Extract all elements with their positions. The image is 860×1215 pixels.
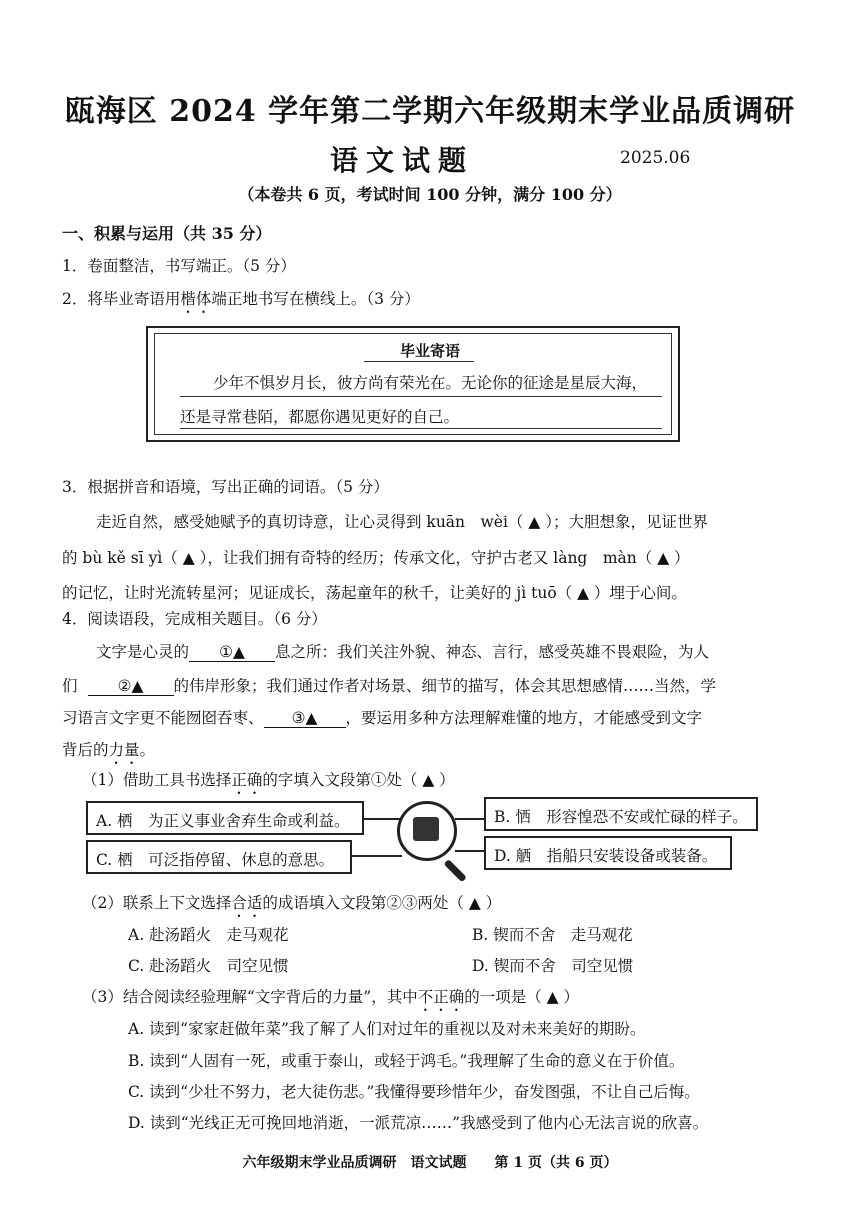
connector-a [364,818,400,820]
question-2-pre: 2．将毕业寄语用 [62,290,181,308]
option-1-b[interactable]: B. 恓 形容惶恐不安或忙碌的样子。 [484,797,758,831]
sub-question-2 [82,891,501,921]
passage-emphasis: 力量 [108,741,140,759]
question-2 [62,287,420,317]
sub-question-emphasis: 合适 [231,894,263,912]
sub-question-text: 的字填入文段第①处（ ▲ ） [262,771,455,789]
connector-d [455,850,485,852]
blessing-line-1: 少年不惧岁月长，彼方尚有荣光在。无论你的征途是星辰大海， [213,374,648,392]
sub-question-text: （1）借助工具书选择 [82,771,232,789]
exam-note: （本卷共 6 页，考试时间 100 分钟，满分 100 分） [238,185,622,204]
blank-3[interactable]: ③▲ [264,709,346,728]
sub-question-text: 的一项是（ ▲ ） [464,988,580,1006]
exam-date: 2025.06 [620,148,691,168]
passage-line-4 [62,738,155,768]
question-2-post: 端正地书写在横线上。（3 分） [211,290,420,308]
passage-text: ，要运用多种方法理解难懂的地方，才能感受到文字 [345,709,703,727]
option-2-c[interactable]: C. 赴汤蹈火 司空见惯 [128,957,289,975]
connector-c [352,855,402,857]
book-icon [413,817,439,841]
question-3-line-2: 的 bù kě sī yì（ ▲ ），让我们拥有奇特的经历；传承文化，守护古老又 làng màn（ ▲ ） [62,549,690,567]
question-1: 1．卷面整洁，书写端正。（5 分） [62,257,296,275]
option-3-a[interactable]: A. 读到“家家赶做年菜”我了解了人们对过年的重视以及对未来美好的期盼。 [128,1020,646,1038]
exam-subject: 语文试题 [330,144,475,177]
option-3-b[interactable]: B. 读到“人固有一死，或重于泰山，或轻于鸿毛。”我理解了生命的意义在于价值。 [128,1052,685,1070]
sub-question-3 [82,985,579,1015]
passage-text: 。 [139,741,156,759]
sub-question-emphasis: 正确 [231,771,263,789]
writing-rule-2 [180,428,662,429]
passage-line-3 [62,706,702,728]
question-3: 3．根据拼音和语境，写出正确的词语。（5 分） [62,478,389,496]
connector-b [455,818,485,820]
question-3-line-1: 走近自然，感受她赋予的真切诗意，让心灵得到 kuān wèi（ ▲ ）；大胆想象，见证世界 [96,513,708,531]
option-2-a[interactable]: A. 赴汤蹈火 走马观花 [128,926,289,944]
writing-rule-1 [180,396,662,397]
option-3-d[interactable]: D. 读到“光线正无可挽回地消逝，一派荒凉……”我感受到了他内心无法言说的欣喜。 [128,1114,709,1132]
question-3-line-3: 的记忆，让时光流转星河；见证成长，荡起童年的秋千，让美好的 jì tuō（ ▲ ）埋于心间。 [62,584,687,602]
blessing-title: 毕业寄语 [399,342,460,360]
passage-text: 们 [62,677,78,695]
option-1-a[interactable]: A. 栖 为正义事业舍弃生命或利益。 [86,801,364,835]
sub-question-text: （2）联系上下文选择 [82,894,232,912]
sub-question-text: （3）结合阅读经验理解“文字背后的力量”，其中 [82,988,418,1006]
section-heading: 一、积累与运用（共 35 分） [62,224,272,243]
option-1-c[interactable]: C. 栖 可泛指停留、休息的意思。 [86,840,352,874]
passage-text: 背后的 [62,741,109,759]
passage-line-2 [62,674,716,696]
passage-line-1 [96,640,709,662]
question-2-emphasis: 楷体 [180,290,212,308]
option-3-c[interactable]: C. 读到“少壮不努力，老大徒伤悲。”我懂得要珍惜年少，奋发图强，不让自己后悔。 [128,1083,700,1101]
passage-text: 文字是心灵的 [96,643,190,661]
blank-1[interactable]: ①▲ [189,643,275,662]
magnifier-handle [444,859,467,882]
blessing-line-2: 还是寻常巷陌，都愿你遇见更好的自己。 [180,408,460,426]
blessing-title-underline [364,361,474,362]
sub-question-text: 的成语填入文段第②③两处（ ▲ ） [262,894,502,912]
page-footer: 六年级期末学业品质调研 语文试题 第 1 页（共 6 页） [242,1155,618,1171]
passage-text: 息之所：我们关注外貌、神态、言行，感受英雄不畏艰险，为人 [275,643,710,661]
option-2-b[interactable]: B. 锲而不舍 走马观花 [472,926,633,944]
blank-2[interactable]: ②▲ [88,677,174,696]
option-2-d[interactable]: D. 锲而不舍 司空见惯 [472,957,634,975]
exam-title: 瓯海区 2024 学年第二学期六年级期末学业品质调研 [64,94,796,129]
question-4: 4．阅读语段，完成相关题目。（6 分） [62,610,327,628]
option-1-d[interactable]: D. 舾 指船只安装设备或装备。 [484,836,732,870]
sub-question-1 [82,768,455,798]
sub-question-emphasis: 不正确 [417,988,465,1006]
passage-text: 习语言文字更不能囫囵吞枣、 [62,709,264,727]
passage-text: 的伟岸形象；我们通过作者对场景、细节的描写，体会其思想感情……当然，学 [173,677,717,695]
